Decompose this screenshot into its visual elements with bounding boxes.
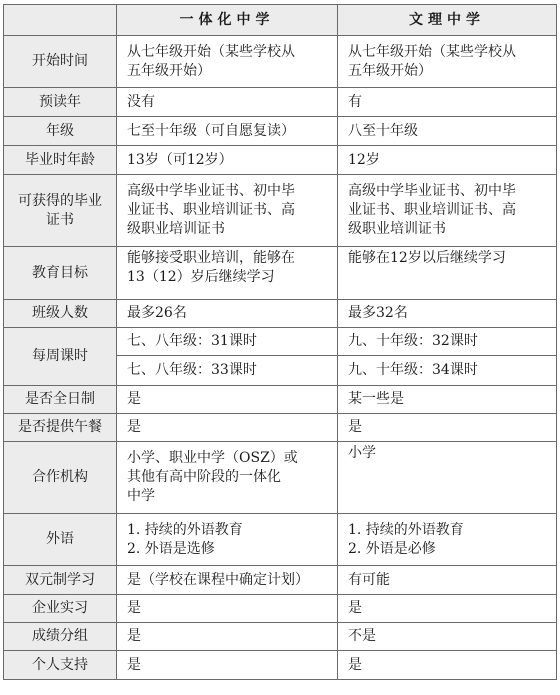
table-row: [4, 442, 557, 514]
cell-line: 高级中学毕业证书、初中毕: [348, 183, 516, 199]
cell-gymnasium: 八至十年级: [338, 117, 557, 146]
cell-line: 2. 外语是必修: [348, 540, 436, 557]
cell-line: 五年级开始）: [348, 62, 432, 79]
cell-line: 业证书、职业培训证书、高: [348, 202, 516, 218]
label-line: 证书: [46, 211, 74, 228]
row-label: 是否全日制: [4, 386, 117, 414]
cell-integrated: [117, 36, 338, 88]
cell-integrated: 七、八年级：31课时: [117, 328, 338, 356]
cell-integrated: 是: [117, 595, 338, 623]
comparison-table: [3, 4, 557, 680]
table-row: [4, 595, 557, 623]
table-row: [4, 146, 557, 175]
cell-integrated: [117, 247, 338, 300]
cell-integrated: 是: [117, 414, 338, 442]
cell-integrated: [117, 442, 338, 514]
cell-integrated: 13岁（可12岁）: [117, 146, 338, 175]
cell-gymnasium: [338, 514, 557, 566]
cell-line: 级职业培训证书: [348, 221, 446, 237]
cell-gymnasium: [338, 175, 557, 247]
table-row: [4, 328, 557, 356]
row-label: 毕业时年龄: [4, 146, 117, 175]
cell-gymnasium: 12岁: [338, 146, 557, 175]
table-row: [4, 651, 557, 680]
cell-gymnasium: 是: [338, 595, 557, 623]
cell-gymnasium: 有: [338, 88, 557, 117]
row-label: 开始时间: [4, 36, 117, 88]
header-corner: [4, 5, 117, 36]
cell-integrated: 没有: [117, 88, 338, 117]
cell-line: 13（12）岁后继续学习: [127, 269, 275, 285]
header-gymnasium: 文理中学: [338, 5, 557, 36]
cell-gymnasium: 九、十年级：32课时: [338, 328, 557, 356]
cell-line: 其他有高中阶段的一体化: [127, 469, 281, 485]
cell-line: 从七年级开始（某些学校从: [348, 43, 516, 60]
cell-integrated: 是: [117, 386, 338, 414]
row-label: 每周课时: [4, 328, 117, 386]
cell-line: 级职业培训证书: [127, 221, 225, 237]
row-label: 成绩分组: [4, 623, 117, 651]
table-row: [4, 414, 557, 442]
cell-integrated: 是: [117, 651, 338, 680]
cell-line: 从七年级开始（某些学校从: [127, 43, 295, 60]
cell-gymnasium: 有可能: [338, 566, 557, 595]
cell-line: 高级中学毕业证书、初中毕: [127, 183, 295, 199]
table-row: [4, 117, 557, 146]
cell-integrated: 是: [117, 623, 338, 651]
row-label: 企业实习: [4, 595, 117, 623]
cell-line: 2. 外语是选修: [127, 540, 215, 557]
row-label: [4, 175, 117, 247]
cell-integrated: 最多26名: [117, 300, 338, 328]
cell-gymnasium: 九、十年级：34课时: [338, 356, 557, 386]
cell-gymnasium: 能够在12岁以后继续学习: [338, 247, 557, 300]
cell-integrated: 七、八年级：33课时: [117, 356, 338, 386]
cell-gymnasium: 某一些是: [338, 386, 557, 414]
row-label: 年级: [4, 117, 117, 146]
cell-gymnasium: 最多32名: [338, 300, 557, 328]
table-row: [4, 247, 557, 300]
row-label: 合作机构: [4, 442, 117, 514]
header-row: [4, 5, 557, 36]
cell-gymnasium: 是: [338, 414, 557, 442]
cell-integrated: [117, 175, 338, 247]
table-row: [4, 300, 557, 328]
table-row: [4, 88, 557, 117]
row-label: 个人支持: [4, 651, 117, 680]
row-label: 预读年: [4, 88, 117, 117]
cell-line: 1. 持续的外语教育: [127, 521, 243, 538]
cell-gymnasium: 是: [338, 651, 557, 680]
cell-gymnasium: 不是: [338, 623, 557, 651]
cell-line: 中学: [127, 488, 155, 504]
cell-line: 能够接受职业培训，能够在: [127, 250, 295, 266]
header-integrated-school: 一体化中学: [117, 5, 338, 36]
cell-integrated: [117, 514, 338, 566]
table-row: [4, 36, 557, 88]
cell-line: 1. 持续的外语教育: [348, 521, 464, 538]
table-row: [4, 566, 557, 595]
row-label: 双元制学习: [4, 566, 117, 595]
cell-line: 业证书、职业培训证书、高: [127, 202, 295, 218]
table-row: [4, 514, 557, 566]
row-label: 教育目标: [4, 247, 117, 300]
row-label: 是否提供午餐: [4, 414, 117, 442]
cell-line: 小学、职业中学（OSZ）或: [127, 450, 298, 466]
table-row: [4, 175, 557, 247]
cell-gymnasium: 小学: [338, 442, 557, 514]
row-label: 外语: [4, 514, 117, 566]
cell-integrated: 是（学校在课程中确定计划）: [117, 566, 338, 595]
table-row: [4, 386, 557, 414]
cell-line: 五年级开始）: [127, 62, 211, 79]
cell-gymnasium: [338, 36, 557, 88]
label-line: 可获得的毕业: [18, 192, 102, 209]
row-label: 班级人数: [4, 300, 117, 328]
table-row: [4, 623, 557, 651]
cell-integrated: 七至十年级（可自愿复读）: [117, 117, 338, 146]
